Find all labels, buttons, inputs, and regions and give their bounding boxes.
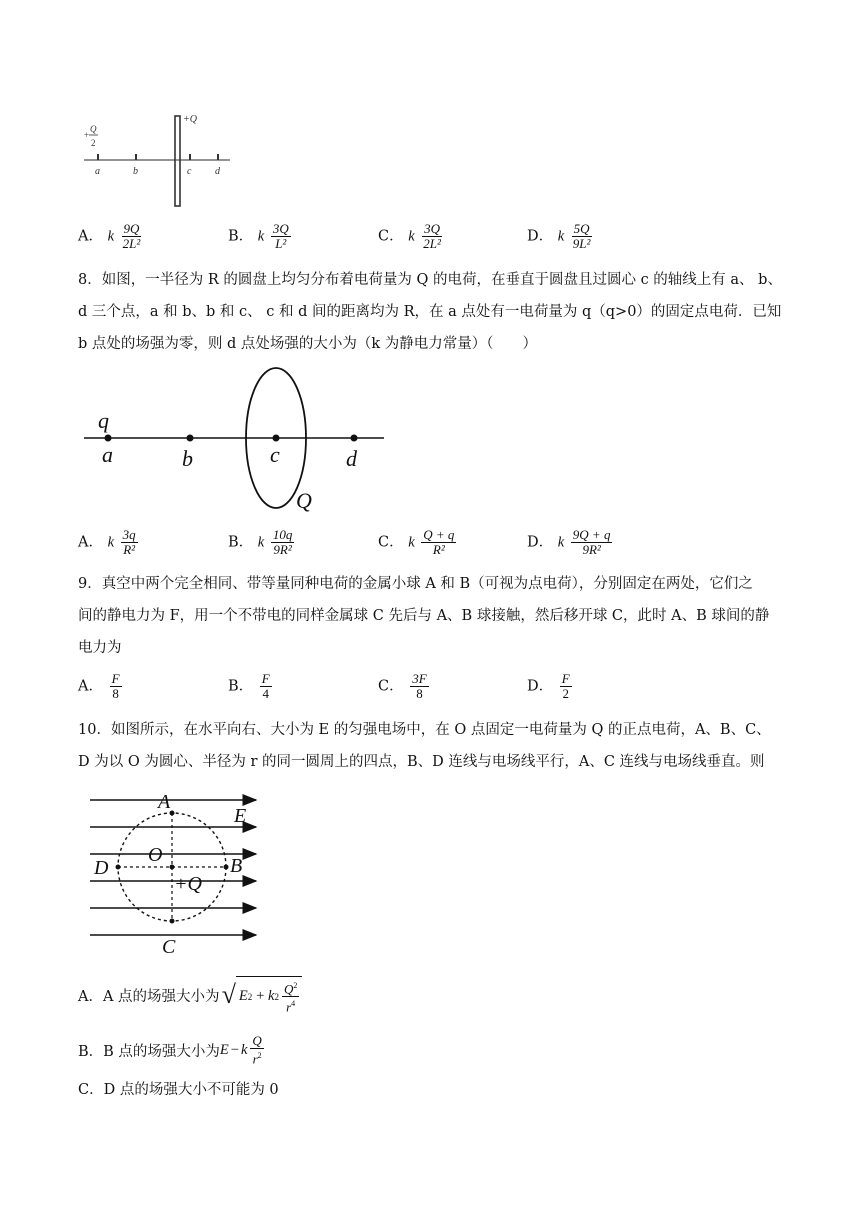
q10-label-C: C [162, 936, 176, 958]
q8-text-line1: 8．如图，一半径为 R 的圆盘上均匀分布着电荷量为 Q 的电荷，在垂直于圆盘且过圆心 c 的轴线上有 a、 b、 [78, 272, 782, 288]
q10-label-D: D [94, 857, 109, 879]
q7-option-a[interactable]: A． k $\frac{9Q}{\text{2L²}}$ [78, 221, 141, 251]
q7-label-left-num: Q [90, 124, 97, 134]
q8-disk-Q-label: Q [296, 488, 312, 513]
q8-text-line3: b 点处的场强为零，则 d 点处场强的大小为（k 为静电力常量）（ ） [78, 336, 538, 352]
q9-option-b[interactable]: B． $\frac{F}{4}$ [228, 671, 270, 701]
q10-option-b-formula: E − k $\frac{Q}{r^2}$ [219, 1033, 262, 1067]
q9-text-line3: 电力为 [78, 640, 122, 656]
q7-option-c[interactable]: C． k $\frac{3Q}{\text{2L²}}$ [378, 221, 441, 251]
q8-figure [80, 366, 390, 516]
q7-point-b: b [133, 166, 138, 177]
q8-option-c[interactable]: C． k $\frac{Q + q}{\text{R²}}$ [378, 527, 455, 557]
q7-option-b[interactable]: B． k $\frac{3Q}{\text{L²}}$ [228, 221, 289, 251]
q7-figure [80, 110, 240, 210]
q7-label-left-sign: + [84, 130, 90, 140]
q7-label-top: +Q [183, 114, 197, 125]
q9-option-c[interactable]: C． $\frac{3F}{8}$ [378, 671, 427, 701]
q10-option-c[interactable]: C．D 点的场强大小不可能为 0 [78, 1082, 279, 1098]
q8-text-line2: d 三个点，a 和 b、b 和 c、 c 和 d 间的距离均为 R，在 a 点处有一电荷量为 q（q>0）的固定点电荷．已知 [78, 304, 782, 320]
q7-point-c: c [187, 166, 192, 177]
q8-charge-q-label: q [98, 408, 109, 433]
q10-option-a[interactable]: A．A 点的场强大小为 √ E 2 + k 2 $\frac{Q^2}{r^4}$ [78, 976, 302, 1015]
q7-label-left-den: 2 [91, 138, 96, 148]
q8-point-d: d [346, 446, 357, 471]
q7-point-d: d [215, 166, 220, 177]
q10-option-b[interactable]: B．B 点的场强大小为 E − k $\frac{Q}{r^2}$ [78, 1033, 262, 1067]
q8-point-a: a [102, 442, 113, 467]
q9-option-d[interactable]: D． $\frac{F}{2}$ [527, 671, 570, 701]
q9-option-a[interactable]: A． $\frac{F}{8}$ [78, 671, 120, 701]
q7-option-d[interactable]: D． k $\frac{5Q}{\text{9L²}}$ [527, 221, 591, 251]
q8-option-d[interactable]: D． k $\frac{9Q + q}{\text{9R²}}$ [527, 527, 611, 557]
q10-text-line2: D 为以 O 为圆心、半径为 r 的同一圆周上的四点，B、D 连线与电场线平行，A、C 连线与电场线垂直。则 [78, 754, 765, 770]
q10-label-E: E [234, 805, 247, 827]
q10-text-line1: 10．如图所示，在水平向右、大小为 E 的匀强电场中，在 O 点固定一电荷量为 Q 的正点电荷，A、B、C、 [78, 722, 771, 738]
q9-text-line1: 9．真空中两个完全相同、带等量同种电荷的金属小球 A 和 B（可视为点电荷），分别固定在两处，它们之 [78, 576, 753, 592]
q10-label-Q: +Q [174, 873, 202, 895]
q10-label-O: O [148, 844, 163, 866]
q8-point-c: c [270, 442, 280, 467]
q8-option-b[interactable]: B． k $\frac{10q}{\text{9R²}}$ [228, 527, 293, 557]
q8-option-a[interactable]: A． k $\frac{3q}{\text{R²}}$ [78, 527, 136, 557]
q10-label-A: A [158, 791, 171, 813]
q10-option-a-formula: √ E 2 + k 2 $\frac{Q^2}{r^4}$ [222, 976, 303, 1015]
q9-text-line2: 间的静电力为 F，用一个不带电的同样金属球 C 先后与 A、B 球接触，然后移开球 C，此时 A、B 球间的静 [78, 608, 770, 624]
q8-point-b: b [182, 446, 193, 471]
q7-point-a: a [95, 166, 100, 177]
q10-figure [84, 786, 274, 958]
q10-label-B: B [230, 855, 243, 877]
